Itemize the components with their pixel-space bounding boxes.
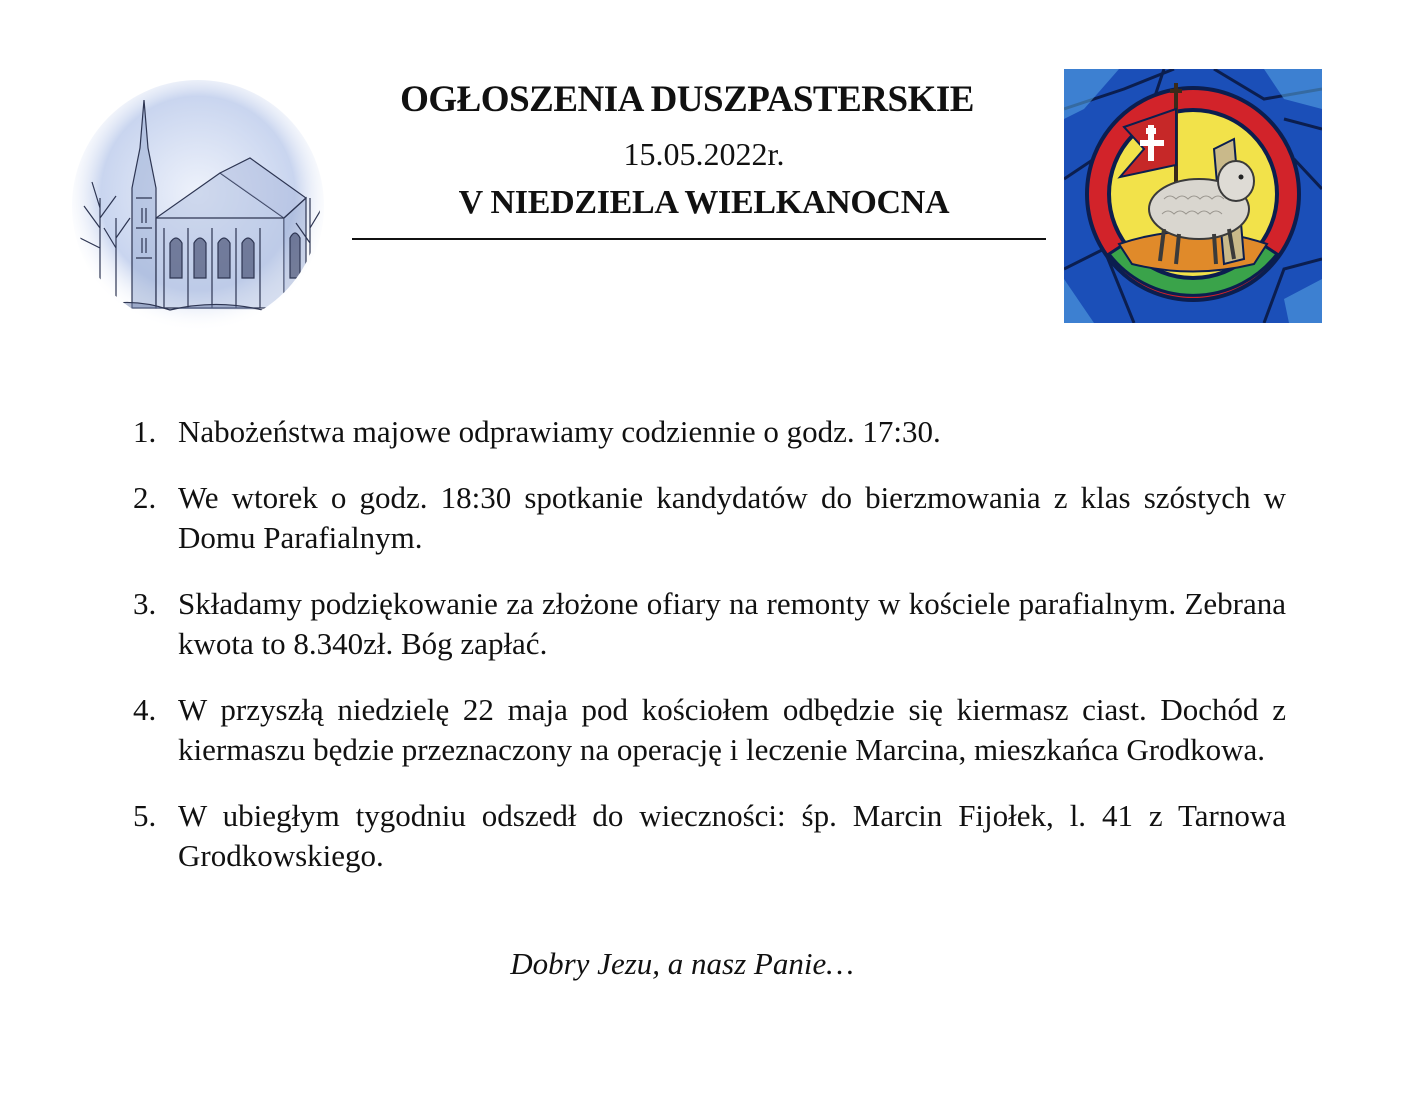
- notice-text: Nabożeństwa majowe odprawiamy codziennie o godz. 17:30.: [178, 414, 941, 449]
- notice-text: Składamy podziękowanie za złożone ofiary na remonty w kościele parafialnym. Zebrana kwota to 8.340zł. Bóg zapłać.: [178, 586, 1286, 661]
- list-item: [133, 412, 1286, 452]
- closing-prayer: Dobry Jezu, a nasz Panie…: [510, 946, 854, 981]
- notice-number: 3.: [133, 586, 157, 621]
- notice-number: 5.: [133, 798, 157, 833]
- notice-number: 1.: [133, 414, 157, 449]
- notices-list: [133, 412, 1286, 902]
- header: [352, 78, 1046, 240]
- church-logo: [70, 78, 326, 334]
- list-item: [133, 690, 1286, 770]
- list-item: [133, 584, 1286, 664]
- notice-text: W przyszłą niedzielę 22 maja pod kościołem odbędzie się kiermasz ciast. Dochód z kiermaszu będzie przeznaczony na operację i leczenie Marcina, mieszkańca Grodkowa.: [178, 692, 1286, 767]
- notice-number: 4.: [133, 692, 157, 727]
- notice-text: W ubiegłym tygodniu odszedł do wieczności: śp. Marcin Fijołek, l. 41 z Tarnowa Grodkowskiego.: [178, 798, 1286, 873]
- list-item: [133, 796, 1286, 876]
- page-title: OGŁOSZENIA DUSZPASTERSKIE: [400, 79, 974, 120]
- notice-number: 2.: [133, 480, 157, 515]
- notice-text: We wtorek o godz. 18:30 spotkanie kandydatów do bierzmowania z klas szóstych w Domu Parafialnym.: [178, 480, 1286, 555]
- lamb-stained-glass-image: [1064, 69, 1322, 323]
- liturgical-day: V NIEDZIELA WIELKANOCNA: [458, 184, 950, 221]
- list-item: [133, 478, 1286, 558]
- date-label: 15.05.2022r.: [623, 136, 785, 172]
